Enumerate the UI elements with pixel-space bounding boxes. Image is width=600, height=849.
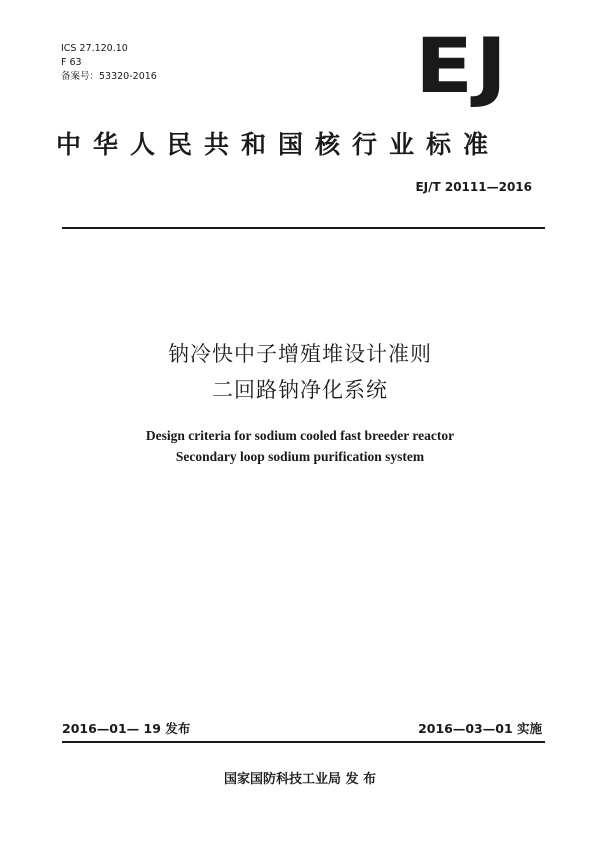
english-title-line2: Secondary loop sodium purification system	[175, 449, 425, 464]
chinese-title-line2: 二回路钠净化系统	[212, 378, 388, 402]
record-number: 备案号：53320-2016	[61, 71, 157, 82]
english-title-line1: Design criteria for sodium cooled fast breeder reactor	[145, 428, 455, 443]
chinese-title-line1: 钠冷快中子增殖堆设计准则	[168, 342, 432, 366]
publisher: 国家国防科技工业局 发 布	[223, 772, 377, 787]
ccs-code: F 63	[61, 57, 82, 68]
issue-date: 2016—01— 19 发布	[62, 721, 191, 736]
classification-block	[61, 42, 157, 84]
standard-category-title: 中华人民共和国核行业标准	[56, 130, 501, 159]
ics-code: ICS 27.120.10	[61, 43, 128, 54]
standard-code: EJ/T 20111—2016	[415, 180, 532, 194]
header-divider	[62, 227, 545, 229]
footer-divider	[62, 741, 545, 743]
implementation-date: 2016—03—01 实施	[418, 721, 542, 736]
ej-logo: EJ	[415, 21, 510, 110]
